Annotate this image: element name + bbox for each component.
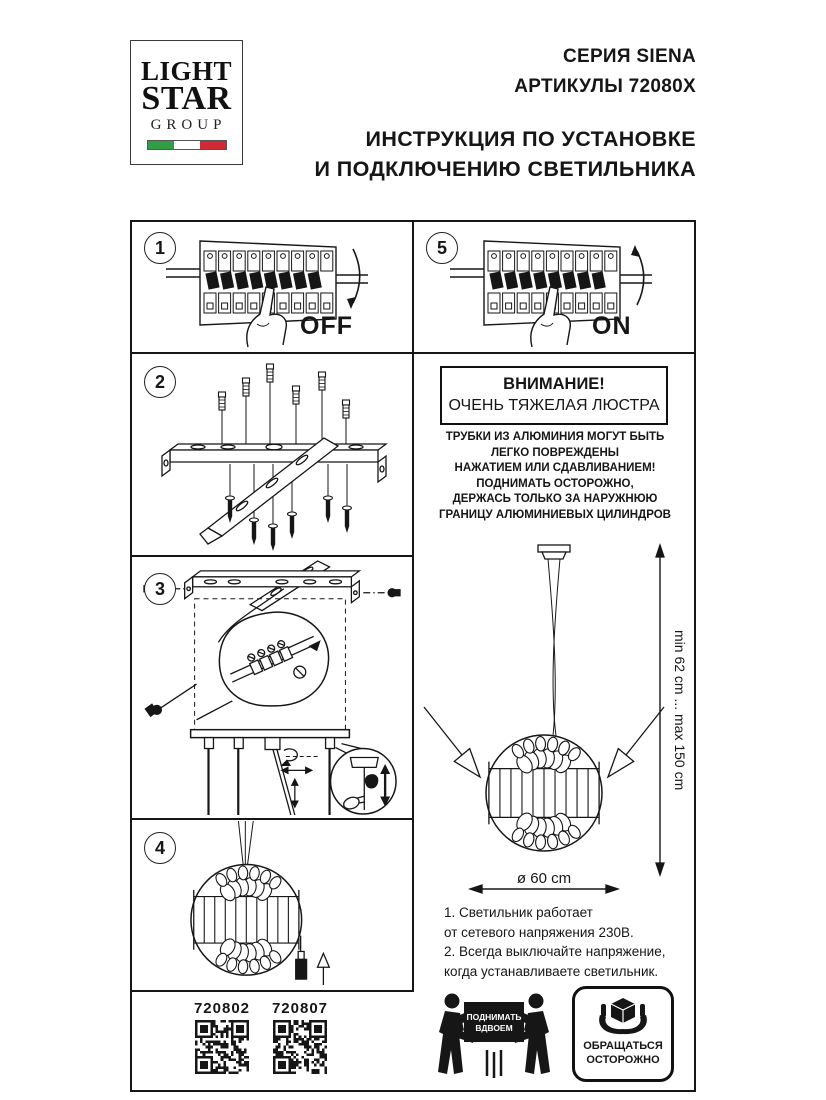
on-label: ON	[592, 312, 632, 340]
qr-code-720802	[195, 1020, 249, 1074]
step-2-panel	[132, 354, 412, 555]
logo-light-text: LIGHT	[140, 56, 233, 86]
flag-red	[200, 141, 226, 149]
step-4-number: 4	[144, 832, 176, 864]
lift-with-two-icon	[430, 990, 558, 1086]
flag-white	[174, 141, 200, 149]
mounting-bracket-diagram	[142, 358, 402, 554]
header-titles	[315, 42, 696, 184]
flag-green	[148, 141, 174, 149]
qr-group-720802	[184, 1000, 260, 1079]
series-title: СЕРИЯ SIENA	[562, 46, 696, 67]
logo-group-text: GROUP	[150, 117, 227, 133]
chandelier-dimensions-diagram	[414, 537, 698, 897]
step-5-number: 5	[426, 232, 458, 264]
italian-flag-bar	[147, 140, 227, 150]
warning-box	[440, 366, 668, 425]
articles-title: АРТИКУЛЫ 72080X	[514, 76, 696, 97]
step-2-number: 2	[144, 366, 176, 398]
step-5-panel	[414, 222, 694, 352]
step-4-panel	[132, 820, 412, 990]
diameter-label: ø 60 cm	[516, 870, 572, 887]
right-info-panel	[414, 354, 694, 1090]
step-3-panel	[132, 557, 412, 818]
logo-star-text: STAR	[141, 80, 232, 117]
step-1-number: 1	[144, 232, 176, 264]
qr-code-720807	[273, 1020, 327, 1074]
article-number-720802: 720802	[193, 1000, 251, 1017]
warning-title: ВНИМАНИЕ!	[503, 375, 605, 393]
warning-text: ТРУБКИ ИЗ АЛЮМИНИЯ МОГУТ БЫТЬ ЛЕГКО ПОВРЕЖДЕНЫ НАЖАТИЕМ ИЛИ СДАВЛИВАНИЕМ! ПОДНИМАТЬ ОСТОРОЖНО, ДЕРЖАСЬ ТОЛЬКО ЗА НАРУЖНЮЮ ГРАНИЦУ АЛЮМИНИЕВЫХ ЦИЛИНДРОВ	[439, 431, 671, 521]
qr-group-720807	[262, 1000, 338, 1079]
qr-row	[132, 992, 412, 1090]
lightstar-logo	[130, 40, 243, 165]
height-range-label: min 62 cm ... max 150 cm	[672, 629, 688, 791]
instruction-table	[130, 220, 696, 1092]
handle-with-care-icon	[572, 986, 674, 1082]
article-number-720807: 720807	[271, 1000, 329, 1017]
instruction-title-line2: И ПОДКЛЮЧЕНИЮ СВЕТИЛЬНИКА	[314, 157, 696, 181]
warning-subtitle: ОЧЕНЬ ТЯЖЕЛАЯ ЛЮСТРА	[448, 397, 660, 414]
hands-cube-icon	[593, 996, 653, 1038]
care-label: ОБРАЩАТЬСЯ ОСТОРОЖНО	[583, 1040, 663, 1066]
canopy-mounting-diagram	[134, 559, 410, 817]
instruction-title-line1: ИНСТРУКЦИЯ ПО УСТАНОВКЕ	[365, 127, 696, 151]
lift-box-label: ПОДНИМАТЬ ВДВОЕМ	[464, 1002, 524, 1042]
usage-notes: 1. Светильник работает от сетевого напряжения 230В. 2. Всегда выключайте напряжение, когда устанавливаете светильник.	[444, 905, 666, 979]
off-label: OFF	[300, 312, 353, 340]
step-3-number: 3	[144, 573, 176, 605]
step-1-panel	[132, 222, 412, 352]
